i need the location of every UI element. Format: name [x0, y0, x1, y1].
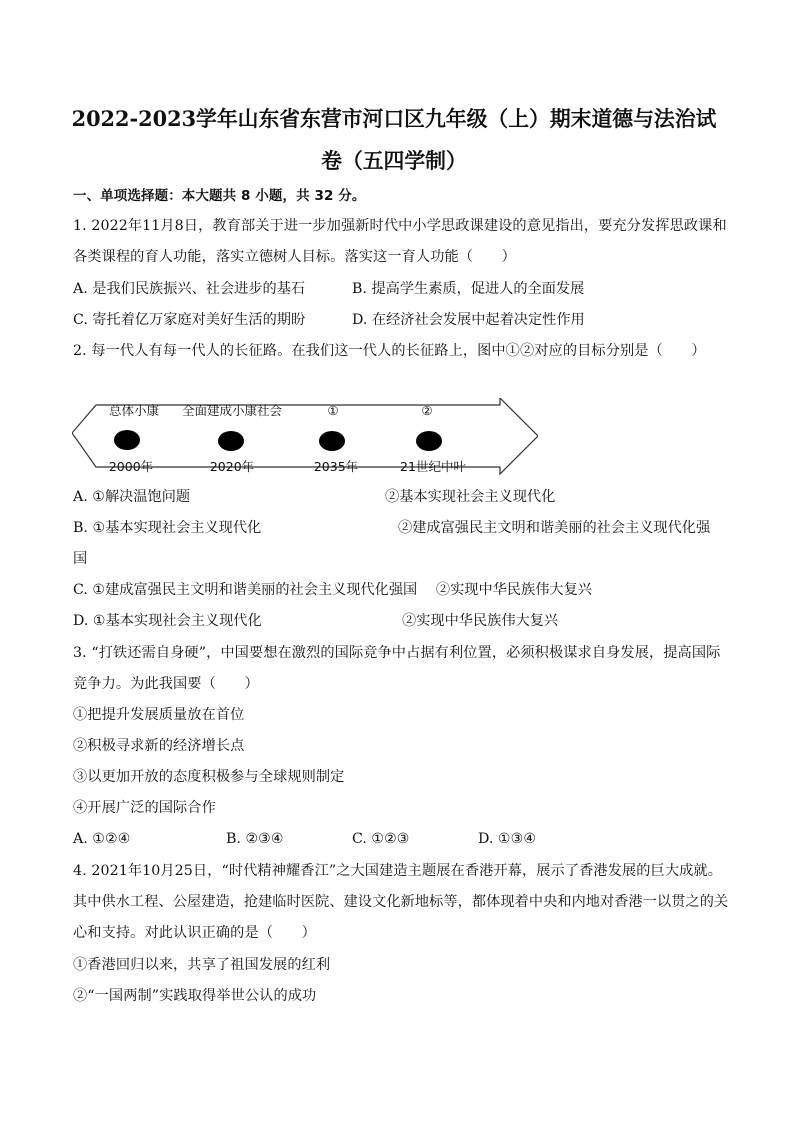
q1-stem-line2: 各类课程的育人功能，落实立德树人目标。落实这一育人功能（ ） — [73, 249, 516, 265]
timeline-year-3: 2035年 — [313, 459, 359, 474]
timeline-year-4: 21世纪中叶 — [400, 459, 466, 474]
timeline-top-label-3: ① — [327, 403, 339, 418]
timeline-top-label-1: 总体小康 — [108, 403, 160, 418]
q2-option-a-part2: ②基本实现社会主义现代化 — [385, 489, 556, 505]
q3-option-a: A. ①②④ — [73, 831, 131, 847]
q2-stem: 2. 每一代人有每一代人的长征路。在我们这一代人的长征路上，图中①②对应的目标分别是（ ） — [73, 343, 706, 359]
q2-option-b-part1: B. ①基本实现社会主义现代化 — [73, 520, 262, 536]
timeline-arrow-diagram — [72, 398, 538, 478]
q3-statement-3: ③以更加开放的态度积极参与全球规则制定 — [73, 769, 345, 785]
timeline-dot-1 — [114, 430, 140, 450]
q3-option-c: C. ①②③ — [352, 831, 410, 847]
q2-option-d-part2: ②实现中华民族伟大复兴 — [402, 613, 559, 629]
q2-option-a-part1: A. ①解决温饱问题 — [73, 489, 191, 505]
q4-stem-line2: 其中供水工程、公屋建造，抢建临时医院、建设文化新地标等，都体现着中央和内地对香港一以贯之的关 — [73, 894, 729, 910]
q1-stem-line1: 1. 2022年11月8日，教育部关于进一步加强新时代中小学思政课建设的意见指出，要充分发挥思政课和 — [73, 218, 727, 234]
q3-statement-2: ②积极寻求新的经济增长点 — [73, 738, 245, 754]
q3-stem-line2: 竞争力。为此我国要（ ） — [73, 676, 259, 692]
timeline-top-label-2: 全面建成小康社会 — [181, 403, 283, 418]
timeline-dot-4 — [416, 431, 442, 451]
q3-option-b: B. ②③④ — [226, 831, 284, 847]
q3-statement-1: ①把提升发展质量放在首位 — [73, 707, 245, 723]
exam-title-line1: 2022-2023学年山东省东营市河口区九年级（上）期末道德与法治试 — [71, 106, 717, 131]
q4-stem-line3: 心和支持。对此认识正确的是（ ） — [73, 925, 316, 941]
timeline-dot-3 — [319, 431, 345, 451]
timeline-year-1: 2000年 — [108, 459, 154, 474]
q3-option-d: D. ①③④ — [478, 831, 537, 847]
q4-statement-2: ②“一国两制”实践取得举世公认的成功 — [73, 988, 317, 1004]
q1-option-a: A. 是我们民族振兴、社会进步的基石 — [73, 281, 306, 297]
q1-option-d: D. 在经济社会发展中起着决定性作用 — [352, 312, 585, 328]
q3-stem-line1: 3. “打铁还需自身硬”，中国要想在激烈的国际竞争中占据有利位置，必须积极谋求自身发展，提高国际 — [73, 645, 721, 661]
q2-option-c: C. ①建成富强民主文明和谐美丽的社会主义现代化强国 ②实现中华民族伟大复兴 — [73, 582, 592, 598]
q2-option-b-part3: 国 — [73, 551, 88, 567]
q2-option-b-part2: ②建成富强民主文明和谐美丽的社会主义现代化强 — [398, 520, 711, 536]
q1-option-b: B. 提高学生素质，促进人的全面发展 — [352, 281, 585, 297]
q1-option-c: C. 寄托着亿万家庭对美好生活的期盼 — [73, 312, 306, 328]
timeline-top-label-4: ② — [421, 403, 433, 418]
exam-title-line2: 卷（五四学制） — [321, 148, 467, 173]
q2-option-d-part1: D. ①基本实现社会主义现代化 — [73, 613, 262, 629]
timeline-year-2: 2020年 — [209, 459, 255, 474]
timeline-dot-2 — [218, 431, 244, 451]
q4-stem-line1: 4. 2021年10月25日，“时代精神耀香江”之大国建造主题展在香港开幕，展示了香港发展的巨大成就。 — [73, 863, 722, 879]
q4-statement-1: ①香港回归以来，共享了祖国发展的红利 — [73, 957, 331, 973]
section-heading: 一、单项选择题：本大题共 8 小题，共 32 分。 — [73, 188, 366, 204]
q3-statement-4: ④开展广泛的国际合作 — [73, 800, 216, 816]
